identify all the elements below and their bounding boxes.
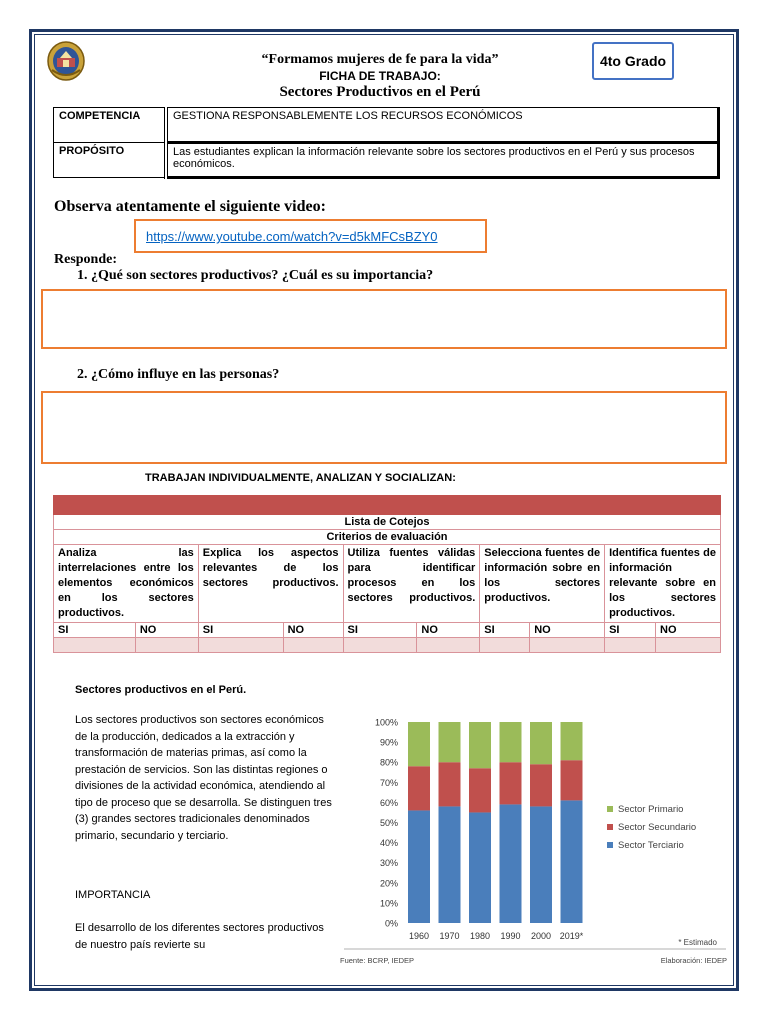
bar-segment [439,722,461,762]
no-header: NO [530,623,605,638]
y-tick-label: 100% [374,717,398,728]
bar-segment [500,804,522,923]
check-cell[interactable] [605,638,656,653]
criterion-5: Identifica fuentes de información relevante sobre en los sectores productivos. [605,545,721,623]
chart-source: Fuente: BCRP, IEDEP [340,956,415,965]
yes-header: SI [605,623,656,638]
check-cell[interactable] [198,638,283,653]
no-header: NO [135,623,198,638]
sectors-stacked-bar-chart [340,716,730,972]
yes-header: SI [343,623,417,638]
legend-swatch [607,806,613,812]
bar-segment [408,810,430,923]
reading-paragraph: Los sectores productivos son sectores económicos de la producción, dedicados a la extracción y transformación de materias primas, así como la prestación de servicios. Son las distintas regiones o divisiones de la actividad económica, atendiendo al tipo de proceso que se desarrolla. Se distinguen tres (3) grandes sectores tradicionales denominados primario, secundario y terciario. [75,714,332,842]
worksheet-label: FICHA DE TRABAJO: [319,69,441,83]
competency-value: GESTIONA RESPONSABLEMENTE LOS RECURSOS ECONÓMICOS [166,108,719,143]
purpose-label: PROPÓSITO [54,143,167,178]
school-crest-logo [46,40,86,82]
check-cell[interactable] [283,638,343,653]
checklist-subtitle: Criterios de evaluación [54,530,721,545]
reading-paragraph-2: El desarrollo de los diferentes sectores productivos de nuestro país revierte su [75,922,324,951]
check-cell[interactable] [343,638,417,653]
check-cell[interactable] [656,638,721,653]
question-2: 2. ¿Cómo influye en las personas? [77,367,280,382]
y-tick-label: 60% [379,797,398,808]
bar-segment [408,766,430,810]
check-cell[interactable] [54,638,136,653]
y-tick-label: 40% [379,838,398,849]
x-tick-label: 1980 [469,931,491,941]
importance-heading: IMPORTANCIA [75,889,151,901]
legend-label: Sector Terciario [618,840,684,851]
school-motto: “Formamos mujeres de fe para la vida” [261,52,499,67]
y-tick-label: 10% [379,898,398,909]
y-tick-label: 90% [379,737,398,748]
yes-header: SI [198,623,283,638]
bar-segment [500,722,522,762]
bar-segment [500,762,522,804]
check-cell[interactable] [480,638,530,653]
x-tick-label: 1970 [439,931,460,941]
bar-segment [561,722,583,760]
respond-label: Responde: [54,252,118,267]
legend-swatch [607,842,613,848]
no-header: NO [417,623,480,638]
check-cell[interactable] [135,638,198,653]
x-tick-label: 2019* [559,931,584,941]
criterion-1: Analiza las interrelaciones entre los elementos económicos en los sectores productivos. [54,545,199,623]
x-tick-label: 1960 [408,931,430,941]
bar-segment [561,760,583,800]
bar-segment [469,812,491,923]
legend-label: Sector Primario [618,804,684,815]
bar-segment [530,806,552,923]
y-tick-label: 30% [379,858,398,869]
y-tick-label: 0% [384,918,398,929]
purpose-value: Las estudiantes explican la información relevante sobre los sectores productivos en el Perú y sus procesos económicos. [166,143,719,178]
question-1: 1. ¿Qué son sectores productivos? ¿Cuál es su importancia? [77,268,434,283]
work-instruction: TRABAJAN INDIVIDUALMENTE, ANALIZAN Y SOCIALIZAN: [145,472,456,484]
no-header: NO [656,623,721,638]
y-tick-label: 70% [379,777,398,788]
estimate-note: * Estimado [678,938,717,947]
x-tick-label: 2000 [530,931,552,941]
bar-segment [439,806,461,923]
yes-header: SI [54,623,136,638]
bar-segment [469,768,491,812]
video-instruction: Observa atentamente el siguiente video: [54,198,326,215]
y-tick-label: 80% [379,757,398,768]
checklist-table [53,495,721,653]
answer-box-2[interactable] [41,391,727,464]
grade-badge: 4to Grado [592,42,674,80]
x-tick-label: 1990 [500,931,521,941]
criterion-2: Explica los aspectos relevantes de los sectores productivos. [198,545,343,623]
competency-label: COMPETENCIA [54,108,167,143]
video-link[interactable]: https://www.youtube.com/watch?v=d5kMFCsBZY0 [146,229,438,244]
bar-segment [530,722,552,764]
answer-box-1[interactable] [41,289,727,349]
checklist-title: Lista de Cotejos [54,515,721,530]
y-tick-label: 50% [379,818,398,828]
bar-segment [469,722,491,768]
yes-header: SI [480,623,530,638]
check-cell[interactable] [417,638,480,653]
legend-label: Sector Secundario [618,822,697,833]
bar-segment [408,722,430,766]
legend-swatch [607,824,613,830]
check-cell[interactable] [530,638,605,653]
bar-segment [439,762,461,806]
bar-segment [530,764,552,806]
criterion-4: Selecciona fuentes de información sobre en los sectores productivos. [480,545,605,623]
worksheet-topic: Sectores Productivos en el Perú [279,84,481,100]
checklist-header-band [54,496,721,515]
no-header: NO [283,623,343,638]
competency-row [54,108,719,143]
y-tick-label: 20% [379,878,398,889]
bar-segment [561,800,583,923]
purpose-row [54,143,719,178]
competency-table [53,107,720,179]
chart-credit: Elaboración: IEDEP [660,956,727,965]
reading-title: Sectores productivos en el Perú. [75,684,247,696]
criterion-3: Utiliza fuentes válidas para identificar procesos en los sectores productivos. [343,545,480,623]
